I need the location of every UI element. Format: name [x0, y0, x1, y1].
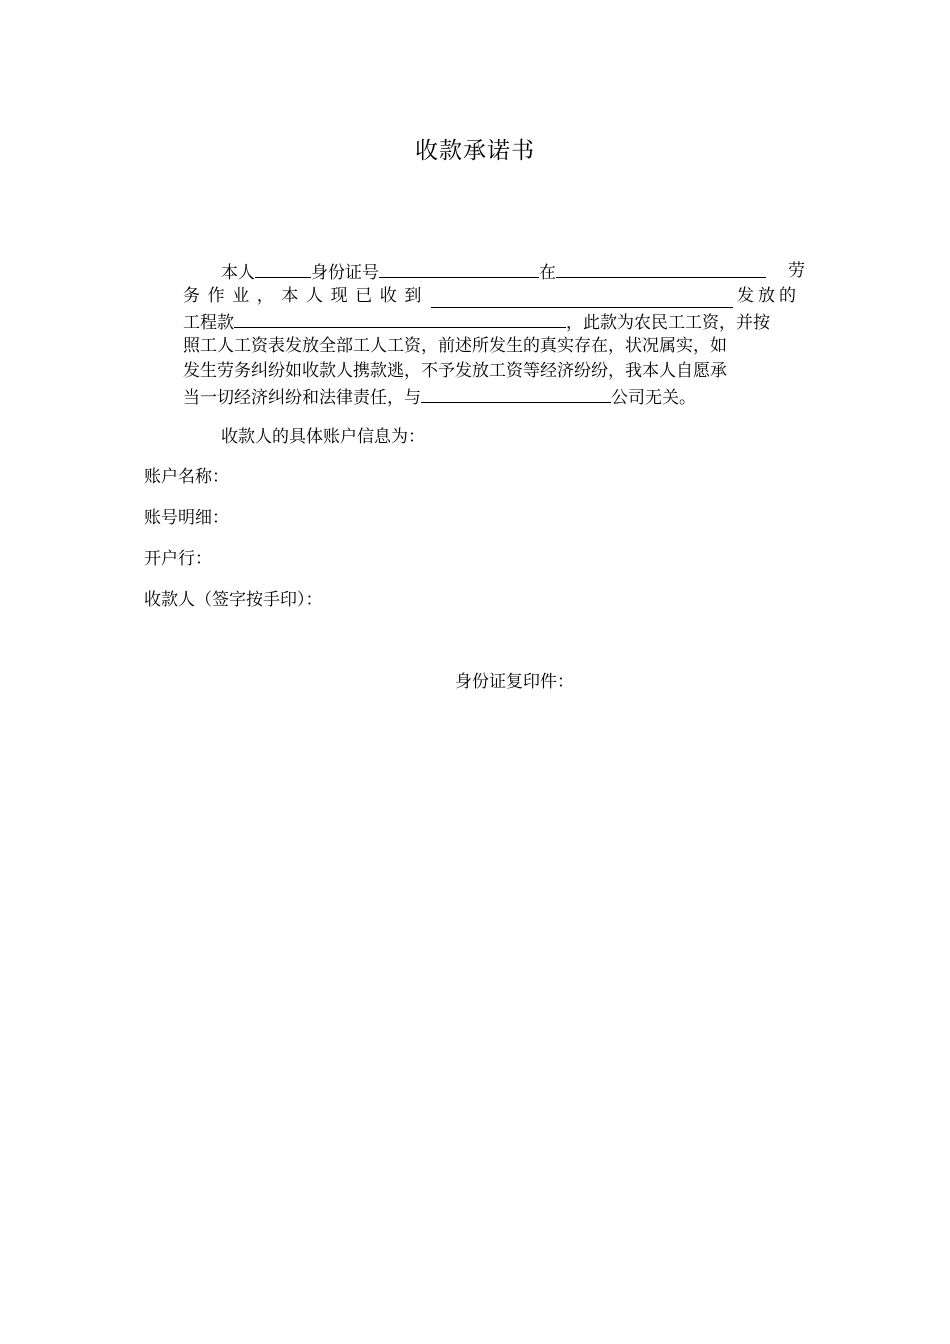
text-segment: ，此款为农民工工资，并按 [566, 313, 770, 333]
account-number-label: 账号明细： [144, 508, 229, 528]
text-segment: 身份证号 [311, 263, 379, 283]
text-segment: 公司无关。 [611, 388, 696, 408]
paragraph-line-4: 照工人工资表发放全部工人工资，前述所发生的真实存在，状况属实，如 [183, 336, 727, 356]
account-info-intro: 收款人的具体账户信息为： [221, 427, 425, 447]
text-segment: 发放的 [737, 286, 800, 306]
paragraph-line-2 [183, 284, 805, 308]
paragraph-line-1 [183, 259, 805, 285]
paragraph-line-3 [183, 309, 805, 335]
paragraph-line-6 [183, 384, 805, 410]
text-segment: 工程款 [183, 313, 234, 333]
text-segment: 本人 [221, 263, 255, 283]
text-segment: 在 [539, 263, 556, 283]
signature-label: 收款人（签字按手印）： [144, 590, 323, 610]
location-blank[interactable] [556, 259, 766, 278]
id-number-blank[interactable] [379, 259, 539, 278]
text-segment: 当一切经济纠纷和法律责任，与 [183, 388, 421, 408]
account-name-label: 账户名称： [144, 467, 229, 487]
payer-blank[interactable] [431, 289, 733, 308]
paragraph-line-5: 发生劳务纠纷如收款人携款逃，不予发放工资等经济纷纷，我本人自愿承 [183, 361, 727, 381]
document-title: 收款承诺书 [415, 138, 535, 164]
text-segment: 劳 [788, 261, 805, 281]
id-copy-label: 身份证复印件： [455, 672, 574, 692]
project-amount-blank[interactable] [234, 309, 566, 328]
company-blank[interactable] [421, 384, 611, 403]
bank-label: 开户行： [144, 549, 212, 569]
text-segment: 务作业，本人现已收到 [183, 286, 429, 306]
name-blank[interactable] [255, 259, 311, 278]
